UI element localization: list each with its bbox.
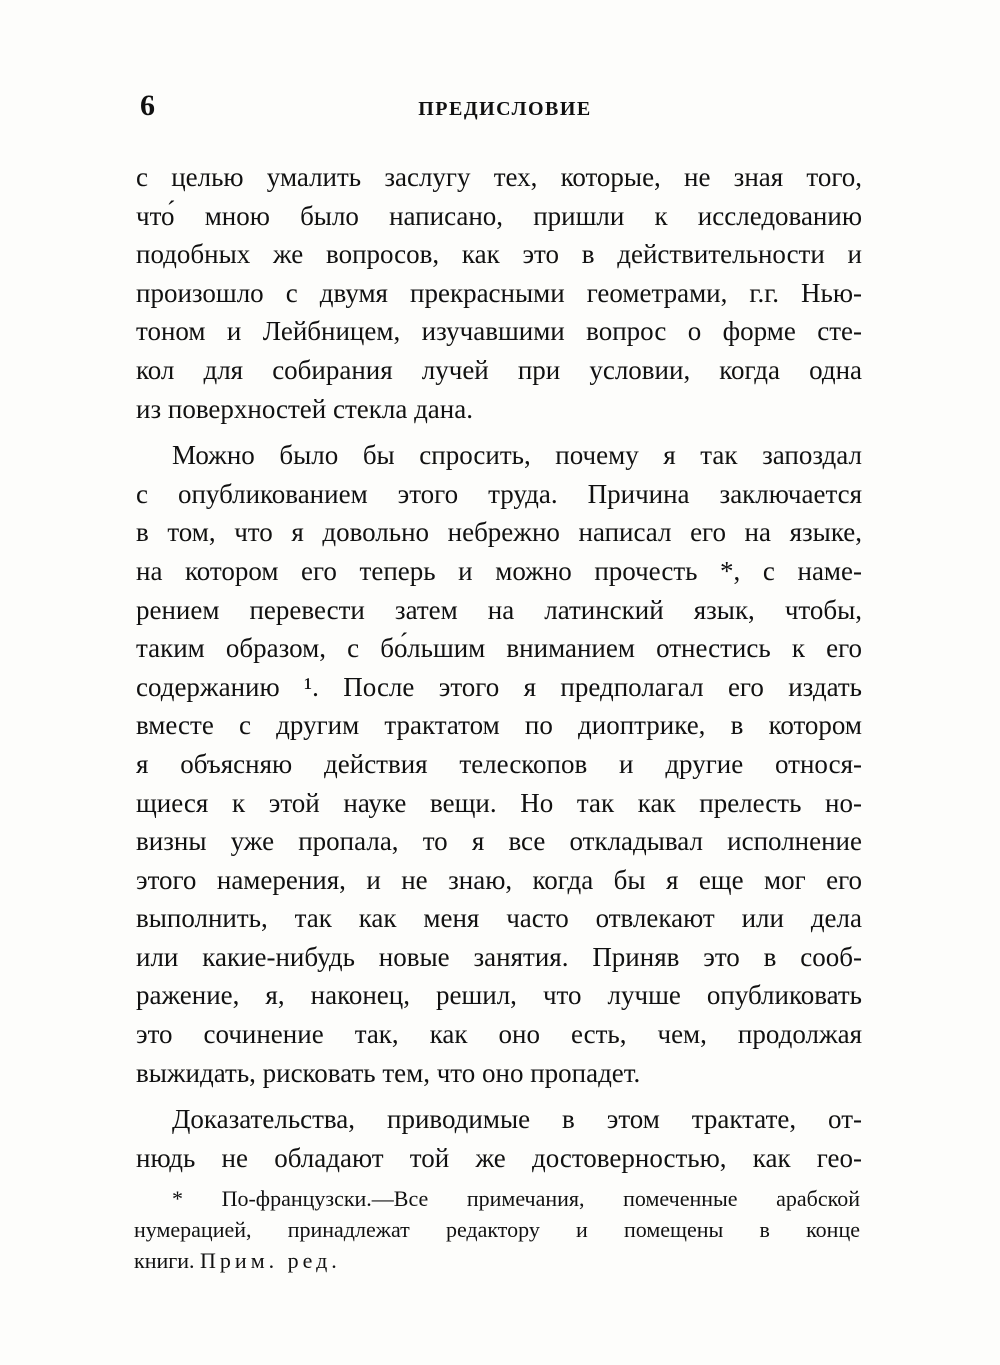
text-line: с опубликованием этого труда. Причина заключается xyxy=(136,478,862,509)
text-line: с целью умалить заслугу тех, которые, не зная того, xyxy=(136,162,862,192)
text-line: я объясняю действия телескопов и другие относя- xyxy=(136,748,862,779)
footnote-line: * По-французски.—Все примечания, помеченные арабской xyxy=(172,1186,860,1211)
text-line: на котором его теперь и можно прочесть *, с наме- xyxy=(136,555,862,586)
text-line: кол для собирания лучей при условии, когда одна xyxy=(136,354,862,385)
text-line: это сочинение так, как оно есть, чем, продолжая xyxy=(136,1019,862,1050)
footnote-line xyxy=(134,1245,860,1276)
text-line: щиеся к этой науке вещи. Но так как прелесть но- xyxy=(136,787,862,818)
text-line: в том, что я довольно небрежно написал его на языке, xyxy=(136,517,862,548)
page-number: 6 xyxy=(140,89,155,122)
footnote xyxy=(134,1183,860,1276)
text-line: рением перевести затем на латинский язык, чтобы, xyxy=(136,594,862,625)
text-line: содержанию ¹. После этого я предполагал его издать xyxy=(136,671,862,702)
text-line: этого намерения, и не знаю, когда бы я еще мог его xyxy=(136,864,862,895)
footnote-line: нумерацией, принадлежат редактору и помещены в конце xyxy=(134,1217,860,1242)
paragraph-3 xyxy=(136,1100,862,1177)
paragraph-2 xyxy=(136,436,862,1092)
main-text xyxy=(136,158,862,1177)
text-line: из поверхностей стекла дана. xyxy=(136,393,473,424)
footnote-text: книги. xyxy=(134,1248,195,1273)
editor-note: Прим. ред. xyxy=(200,1248,341,1273)
text-line: таким образом, с бо́льшим вниманием отнестись к его xyxy=(136,633,862,664)
text-line: Доказательства, приводимые в этом трактате, от- xyxy=(172,1104,862,1135)
text-line: визны уже пропала, то я все откладывал исполнение xyxy=(136,826,862,857)
text-line: выполнить, так как меня часто отвлекают или дела xyxy=(136,903,862,934)
text-line: что́ мною было написано, пришли к исследованию xyxy=(136,200,862,231)
text-line: выжидать, рисковать тем, что оно пропадет. xyxy=(136,1057,641,1088)
running-title: ПРЕДИСЛОВИЕ xyxy=(418,98,592,120)
text-line: нюдь не обладают той же достоверностью, как гео- xyxy=(136,1142,862,1173)
text-line: или какие-нибудь новые занятия. Приняв это в сооб- xyxy=(136,941,862,972)
text-line: подобных же вопросов, как это в действительности и xyxy=(136,239,862,270)
paragraph-1 xyxy=(136,158,862,428)
text-line: вместе с другим трактатом по диоптрике, в котором xyxy=(136,710,862,741)
text-line: Можно было бы спросить, почему я так запоздал xyxy=(172,440,862,471)
text-line: ражение, я, наконец, решил, что лучше опубликовать xyxy=(136,980,862,1011)
text-line: тоном и Лейбницем, изучавшими вопрос о форме сте- xyxy=(136,316,862,347)
text-line: произошло с двумя прекрасными геометрами, г.г. Нью- xyxy=(136,277,862,308)
